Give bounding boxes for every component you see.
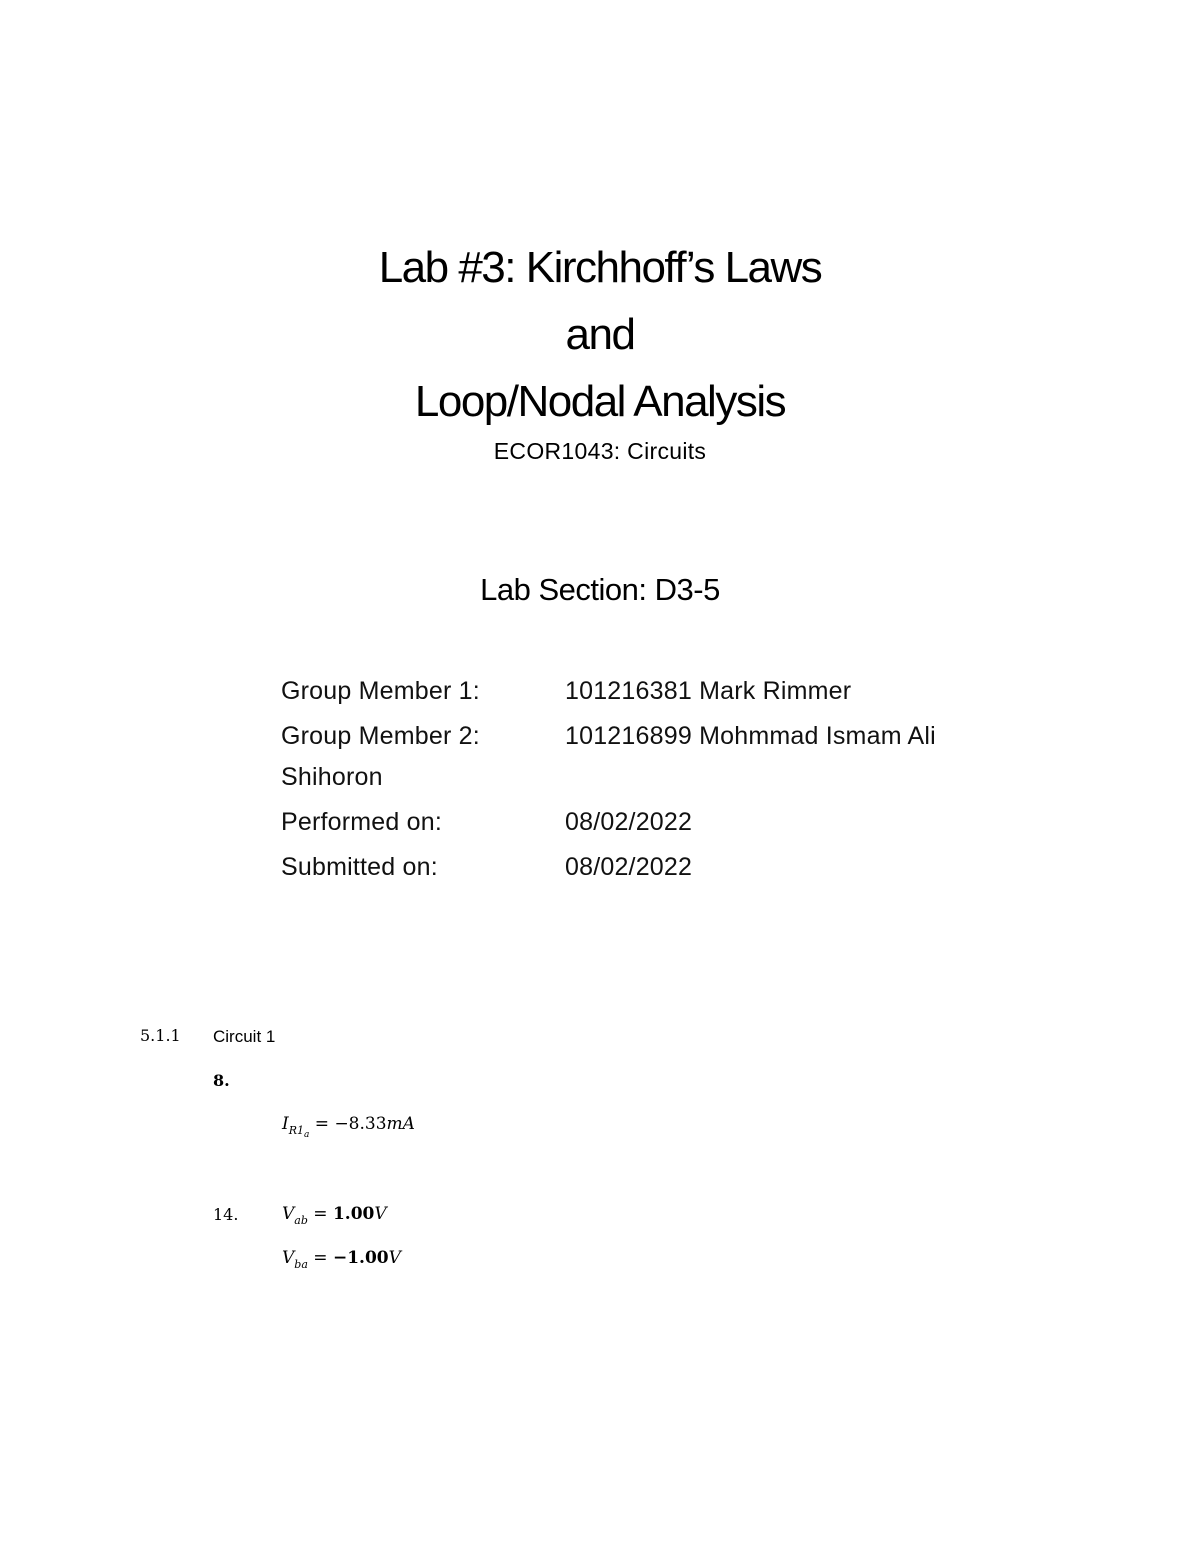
submitted-date: 08/02/2022 xyxy=(565,853,693,881)
eq1-equals: = xyxy=(309,1114,335,1134)
item-8-number: 8. xyxy=(213,1071,230,1090)
performed-date: 08/02/2022 xyxy=(565,808,693,836)
member1-value: 101216381 Mark Rimmer xyxy=(565,677,852,705)
eq3-unit: V xyxy=(388,1248,401,1268)
eq1-subscript: R1 xyxy=(288,1124,304,1137)
eq2-subscript: ab xyxy=(294,1214,308,1227)
equation-current-r1a xyxy=(282,1116,415,1140)
course-name: ECOR1043: Circuits xyxy=(493,438,707,464)
member2-label: Group Member 2: xyxy=(281,722,480,750)
submitted-label: Submitted on: xyxy=(281,853,438,881)
item-14-number: 14. xyxy=(213,1205,239,1224)
member2-value-continued: Shihoron xyxy=(281,763,383,791)
eq1-subsubscript: a xyxy=(304,1130,310,1140)
equation-voltage-ab xyxy=(282,1206,387,1226)
eq2-value: 1.00 xyxy=(332,1204,375,1224)
title-line-2: and xyxy=(565,310,635,359)
eq3-subscript: ba xyxy=(294,1258,308,1271)
eq1-unit: mA xyxy=(386,1114,415,1134)
section-number: 5.1.1 xyxy=(140,1026,181,1045)
title-line-1: Lab #3: Kirchhoff’s Laws xyxy=(378,243,822,292)
title-line-3: Loop/Nodal Analysis xyxy=(414,377,786,426)
member1-label: Group Member 1: xyxy=(281,677,480,705)
eq1-value: −8.33 xyxy=(334,1114,387,1134)
eq2-variable: V xyxy=(282,1204,295,1224)
eq3-value: −1.00 xyxy=(332,1248,389,1268)
eq1-variable: I xyxy=(282,1114,289,1134)
member2-value: 101216899 Mohmmad Ismam Ali xyxy=(565,722,936,750)
lab-section: Lab Section: D3-5 xyxy=(480,572,720,607)
eq3-variable: V xyxy=(282,1248,295,1268)
equation-voltage-ba xyxy=(282,1250,401,1270)
eq3-equals: = xyxy=(307,1248,333,1268)
eq2-unit: V xyxy=(374,1204,387,1224)
section-heading: Circuit 1 xyxy=(213,1027,276,1046)
performed-label: Performed on: xyxy=(281,808,443,836)
eq2-equals: = xyxy=(307,1204,333,1224)
